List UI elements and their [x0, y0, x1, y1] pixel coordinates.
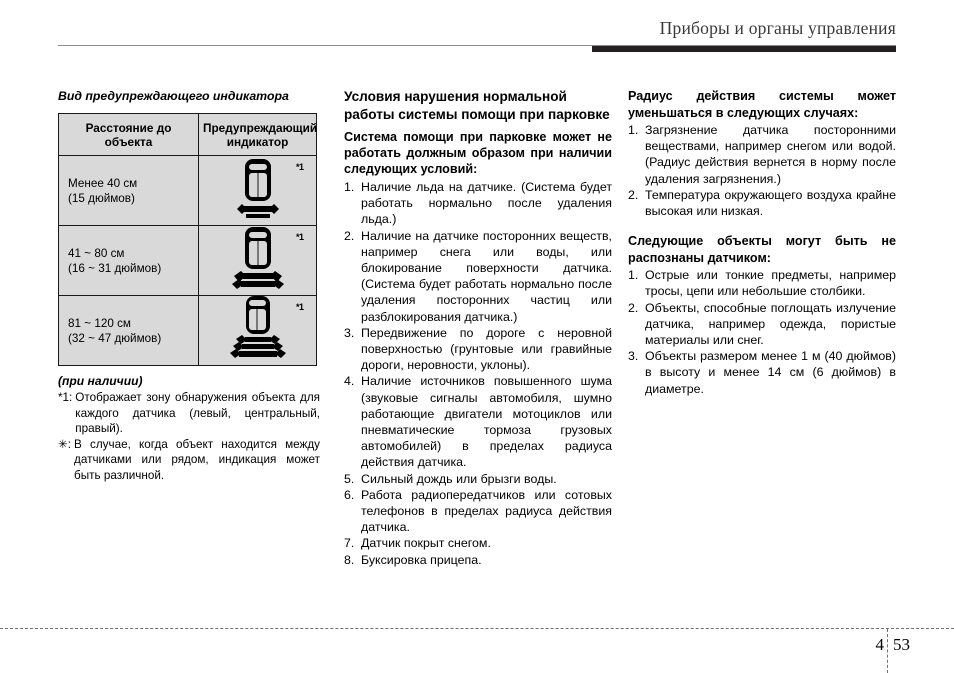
distance-line-inch: (15 дюймов): [68, 191, 135, 205]
footer-divider: [0, 628, 954, 629]
detection-range-heading: Радиус действия системы может уменьшаться в следующих случаях:: [628, 89, 896, 120]
list-item-number: 8.: [344, 552, 355, 567]
indicator-graphic-zone3: [210, 296, 306, 360]
list-item-number: 1.: [628, 123, 639, 137]
distance-line-inch: (16 ~ 31 дюймов): [68, 261, 162, 275]
list-item-number: 2.: [628, 300, 639, 315]
footer-vertical-divider: [887, 629, 888, 673]
indicator-graphic-zone1: [210, 156, 306, 220]
chapter-number: 4: [875, 635, 884, 654]
list-item-number: 6.: [344, 487, 355, 502]
table-header-row: [59, 114, 317, 156]
list-item-text: Наличие льда на датчике. (Система будет работать нормально после удаления льда.): [361, 180, 612, 227]
list-item-text: Объекты, способные поглощать излучение датчика, например одежда, пористые материалы или снег.: [645, 300, 896, 348]
indicator-cell: [199, 296, 317, 366]
list-item: [628, 122, 896, 187]
list-item-number: 3.: [344, 325, 355, 340]
table-row: [59, 156, 317, 226]
distance-cell: [59, 226, 199, 296]
list-item-number: 3.: [628, 349, 639, 364]
footnote-star1-text: Отображает зону обнаружения объекта для каждого датчика (левый, центральный, правый).: [75, 391, 320, 435]
list-item-number: 7.: [344, 536, 355, 551]
list-item: [344, 179, 612, 228]
list-item-text: Наличие источников повышенного шума (звуковые сигналы автомобиля, шумно работающие двигатели мотоциклов или пневматические тормоза грузовых автомобилей) в пределах радиуса действия датчика.: [361, 374, 612, 470]
list-item-number: 1.: [344, 180, 355, 194]
list-item: [628, 348, 896, 397]
list-item: [344, 471, 612, 487]
list-item: [344, 535, 612, 551]
footnote-asterisk-mark: ✳:: [58, 438, 72, 452]
list-item: [344, 373, 612, 470]
distance-line-cm: 41 ~ 80 см: [68, 246, 125, 260]
list-item-text: Передвижение по дороге с неровной поверхностью (грунтовые или гравийные дороги, неровности, уклоны).: [361, 325, 612, 373]
list-item: [628, 267, 896, 299]
list-item-text: Датчик покрыт снегом.: [361, 536, 491, 551]
warning-indicator-table: [58, 113, 317, 366]
malfunction-conditions-heading: Условия нарушения нормальной работы системы помощи при парковке: [344, 89, 610, 122]
footnote-marker: *1: [295, 162, 304, 172]
list-item: [628, 187, 896, 219]
list-item-text: Объекты размером менее 1 м (40 дюймов) в высоту и менее 14 см (6 дюймов) в диаметре.: [645, 349, 896, 396]
left-column: [58, 88, 320, 483]
footnote-asterisk: [58, 437, 320, 483]
list-item-text: Загрязнение датчика посторонними веществами, например снегом или водой. (Радиус действия вернется в норму после удаления загрязнения.): [645, 123, 896, 186]
undetected-objects-list: [628, 267, 896, 397]
footnote-star1-mark: *1:: [58, 391, 73, 405]
list-item: [628, 300, 896, 349]
page-title: Приборы и органы управления: [659, 18, 896, 38]
footnote-marker: *1: [295, 302, 304, 312]
list-item: [344, 228, 612, 325]
list-item: [344, 487, 612, 536]
header-rule-thick: [592, 46, 896, 52]
footnote-asterisk-text: В случае, когда объект находится между датчиками или рядом, индикация может быть различной.: [74, 438, 320, 482]
indicator-cell: [199, 226, 317, 296]
list-item-number: 5.: [344, 471, 355, 486]
detection-range-list: [628, 122, 896, 219]
distance-line-cm: Менее 40 см: [68, 176, 138, 190]
list-item-number: 2.: [344, 228, 355, 243]
distance-cell: [59, 296, 199, 366]
table-header-distance: Расстояние до объекта: [59, 114, 199, 156]
car-top-view-icon: [210, 296, 306, 360]
page-header: [0, 18, 954, 52]
page-number: 53: [893, 635, 910, 654]
distance-cell: [59, 156, 199, 226]
right-column: [628, 88, 896, 397]
list-item-text: Температура окружающего воздуха крайне высокая или низкая.: [645, 187, 896, 219]
availability-note: (при наличии): [58, 374, 143, 388]
table-row: [59, 296, 317, 366]
list-item-text: Буксировка прицепа.: [361, 552, 482, 567]
malfunction-conditions-list: [344, 179, 612, 568]
indicator-graphic-zone2: [210, 226, 306, 290]
car-top-view-icon: [210, 156, 306, 220]
list-item-text: Наличие на датчике посторонних веществ, например снега или воды, или блокирование поверхности датчика. (Система будет работать нормально после удаления посторонних частиц или разблокирования датчика.): [361, 228, 612, 324]
middle-column: [344, 88, 612, 568]
footnote-marker: *1: [295, 232, 304, 242]
list-item-text: Острые или тонкие предметы, например тросы, цепи или небольшие столбики.: [645, 268, 896, 299]
list-item: [344, 325, 612, 374]
footnote-star1: [58, 390, 320, 436]
list-item-text: Работа радиопередатчиков или сотовых телефонов в пределах радиуса действия датчика.: [361, 487, 612, 535]
list-item-number: 4.: [344, 374, 355, 389]
list-item: [344, 552, 612, 568]
distance-line-cm: 81 ~ 120 см: [68, 316, 131, 330]
table-row: [59, 226, 317, 296]
car-top-view-icon: [210, 226, 306, 290]
left-notes: [58, 374, 320, 483]
warning-indicator-heading: Вид предупреждающего индикатора: [58, 89, 289, 103]
list-item-number: 1.: [628, 268, 639, 283]
list-item-number: 2.: [628, 187, 639, 202]
table-header-indicator: Предупреждающий индикатор: [199, 114, 317, 156]
section-gap: [628, 219, 896, 233]
undetected-objects-heading: Следующие объекты могут быть не распознаны датчиком:: [628, 234, 896, 265]
distance-line-inch: (32 ~ 47 дюймов): [68, 331, 162, 345]
list-item-text: Сильный дождь или брызги воды.: [361, 471, 557, 486]
malfunction-lead-text: Система помощи при парковке может не работать должным образом при наличии следующих условий:: [344, 130, 612, 176]
indicator-cell: [199, 156, 317, 226]
